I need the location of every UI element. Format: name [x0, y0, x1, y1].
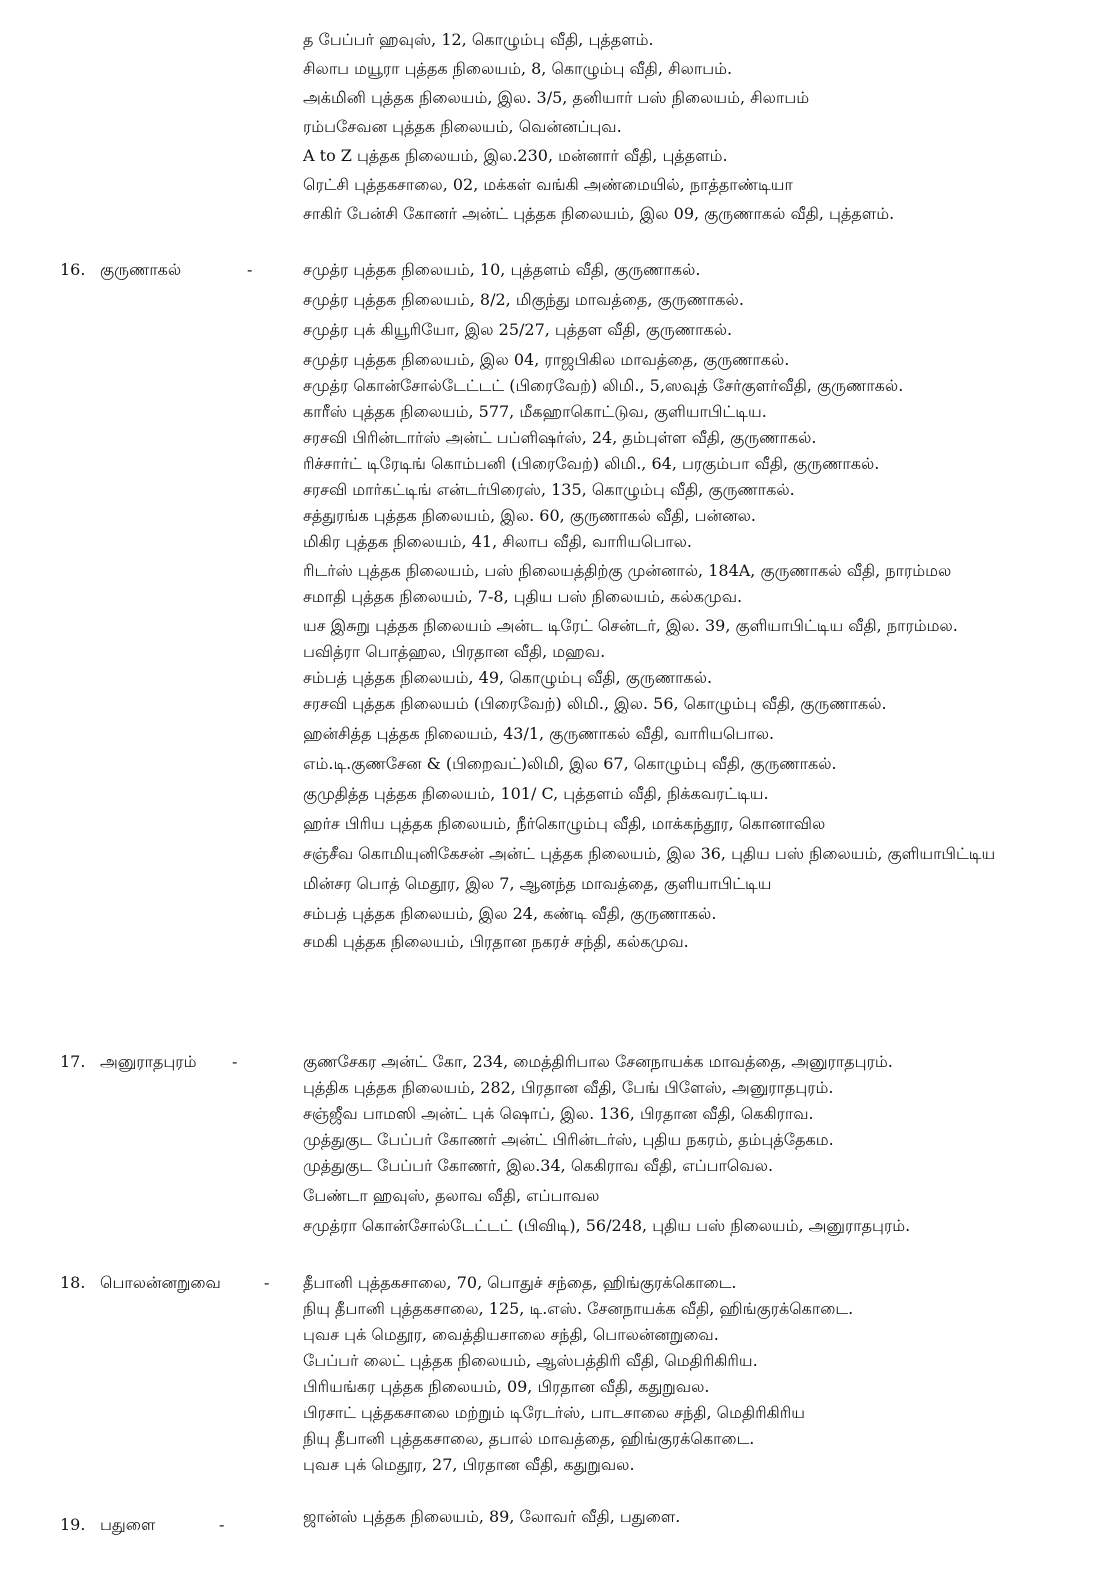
- list-item: ரம்பசேவன புத்தக நிலையம், வென்னப்புவ.: [303, 117, 622, 136]
- list-item: சஞ்ஜீவ பாமஸி அன்ட் புக் ஷொப், இல. 136, பிரதான வீதி, கெகிராவ.: [303, 1104, 814, 1123]
- list-item: சாகிர் பேன்சி கோனர் அன்ட் புத்தக நிலையம், இல 09, குருணாகல் வீதி, புத்தளம்.: [303, 204, 895, 223]
- list-item: நியு தீபானி புத்தகசாலை, தபால் மாவத்தை, ஹிங்குரக்கொடை.: [303, 1429, 755, 1448]
- list-item: ரிச்சார்ட் டிரேடிங் கொம்பனி (பிரைவேற்) லிமி., 64, பரகும்பா வீதி, குருணாகல்.: [303, 454, 880, 473]
- list-item: முத்துகுட பேப்பர் கோணர், இல.34, கெகிராவ வீதி, எப்பாவெல.: [303, 1156, 774, 1175]
- list-item: பிரசாட் புத்தகசாலை மற்றும் டிரேடர்ஸ், பாடசாலை சந்தி, மெதிரிகிரிய: [303, 1403, 805, 1422]
- district-label: [60, 257, 181, 283]
- district-number: 18.: [60, 1273, 86, 1292]
- list-item: புத்திக புத்தக நிலையம், 282, பிரதான வீதி, பேங் பிளேஸ், அனுராதபுரம்.: [303, 1078, 834, 1097]
- district-number: 16.: [60, 260, 86, 279]
- list-item: பேண்டா ஹவுஸ், தலாவ வீதி, எப்பாவல: [303, 1186, 600, 1205]
- list-item: பவித்ரா பொத்ஹல, பிரதான வீதி, மஹவ.: [303, 642, 606, 661]
- district-dash: -: [219, 1515, 225, 1534]
- district-dash: -: [232, 1052, 238, 1071]
- district-label: [60, 1512, 155, 1538]
- entry-list: [303, 1049, 1075, 1239]
- list-item: த பேப்பர் ஹவுஸ், 12, கொழும்பு வீதி, புத்தளம்.: [303, 30, 654, 49]
- list-item: யச இசுறு புத்தக நிலையம் அன்ட டிரேட் சென்டர், இல. 39, குளியாபிட்டிய வீதி, நாரம்மல.: [303, 616, 958, 635]
- list-item: பேப்பர் லைட் புத்தக நிலையம், ஆஸ்பத்திரி வீதி, மெதிரிகிரிய.: [303, 1351, 758, 1370]
- district-label: [60, 1270, 221, 1296]
- list-item: சிலாப மயூரா புத்தக நிலையம், 8, கொழும்பு வீதி, சிலாபம்.: [303, 59, 733, 78]
- district-number: 19.: [60, 1515, 86, 1534]
- list-item: சமாதி புத்தக நிலையம், 7-8, புதிய பஸ் நிலையம், கல்கமுவ.: [303, 587, 743, 606]
- list-item: ஹன்சித்த புத்தக நிலையம், 43/1, குருணாகல் வீதி, வாரியபொல.: [303, 724, 775, 743]
- list-item: A to Z புத்தக நிலையம், இல.230, மன்னார் வீதி, புத்தளம்.: [303, 146, 728, 165]
- list-item: குணசேகர அன்ட் கோ, 234, மைத்திரிபால சேனநாயக்க மாவத்தை, அனுராதபுரம்.: [303, 1052, 893, 1071]
- list-item: சரசவி புத்தக நிலையம் (பிரைவேற்) லிமி., இல. 56, கொழும்பு வீதி, குருணாகல்.: [303, 694, 887, 713]
- list-item: சரசவி பிரின்டார்ஸ் அன்ட் பப்ளிஷர்ஸ், 24, தம்புள்ள வீதி, குருணாகல்.: [303, 428, 817, 447]
- entry-list: [303, 257, 1075, 955]
- list-item: முத்துகுட பேப்பர் கோணர் அன்ட் பிரின்டர்ஸ், புதிய நகரம், தம்புத்தேகம.: [303, 1130, 834, 1149]
- list-item: சமுத்ர புத்தக நிலையம், இல 04, ராஜபிகில மாவத்தை, குருணாகல்.: [303, 350, 790, 369]
- district-name: பதுளை: [100, 1515, 156, 1534]
- list-item: சமுத்ர புத்தக நிலையம், 10, புத்தளம் வீதி, குருணாகல்.: [303, 260, 701, 279]
- entry-list: [303, 1504, 1075, 1530]
- list-item: மிகிர புத்தக நிலையம், 41, சிலாப வீதி, வாரியபொல.: [303, 532, 692, 551]
- list-item: நியு தீபானி புத்தகசாலை, 125, டி.எஸ். சேனநாயக்க வீதி, ஹிங்குரக்கொடை.: [303, 1299, 854, 1318]
- district-label: [60, 1049, 196, 1075]
- district-name: பொலன்னறுவை: [100, 1273, 221, 1292]
- list-item: சத்துரங்க புத்தக நிலையம், இல. 60, குருணாகல் வீதி, பன்னல.: [303, 506, 756, 525]
- list-item: ஜான்ஸ் புத்தக நிலையம், 89, லோவர் வீதி, பதுளை.: [303, 1507, 681, 1526]
- district-name: குருணாகல்: [100, 260, 182, 279]
- district-dash: -: [247, 260, 253, 279]
- list-item: சரசவி மார்கட்டிங் என்டர்பிரைஸ், 135, கொழும்பு வீதி, குருணாகல்.: [303, 480, 795, 499]
- list-item: சமுத்ர கொன்சோல்டேட்டட் (பிரைவேற்) லிமி., 5,ஸவுத் சேர்குளர்வீதி, குருணாகல்.: [303, 376, 904, 395]
- entry-list: [303, 27, 1075, 227]
- list-item: ரிடர்ஸ் புத்தக நிலையம், பஸ் நிலையத்திற்கு முன்னால், 184A, குருணாகல் வீதி, நாரம்மல: [303, 561, 952, 580]
- list-item: ரெட்சி புத்தகசாலை, 02, மக்கள் வங்கி அண்மையில், நாத்தாண்டியா: [303, 175, 793, 194]
- list-item: பிரியங்கர புத்தக நிலையம், 09, பிரதான வீதி, கதுறுவல.: [303, 1377, 710, 1396]
- list-item: சமுத்ர புத்தக நிலையம், 8/2, மிகுந்து மாவத்தை, குருணாகல்.: [303, 290, 744, 309]
- list-item: காரீஸ் புத்தக நிலையம், 577, மீகஹாகொட்டுவ, குளியாபிட்டிய.: [303, 402, 767, 421]
- list-item: புவச புக் மெதூர, வைத்தியசாலை சந்தி, பொலன்னறுவை.: [303, 1325, 719, 1344]
- list-item: எம்.டி.குணசேன & (பிறைவட்)லிமி, இல 67, கொழும்பு வீதி, குருணாகல்.: [303, 754, 837, 773]
- list-item: சஞ்சீவ கொமியுனிகேசன் அன்ட் புத்தக நிலையம், இல 36, புதிய பஸ் நிலையம், குளியாபிட்டிய: [303, 844, 996, 863]
- list-item: சமுத்ரா கொன்சோல்டேட்டட் (பிவிடி), 56/248, புதிய பஸ் நிலையம், அனுராதபுரம்.: [303, 1216, 911, 1235]
- district-name: அனுராதபுரம்: [100, 1052, 197, 1071]
- list-item: ஹர்ச பிரிய புத்தக நிலையம், நீர்கொழும்பு வீதி, மாக்கந்தூர, கொனாவில: [303, 814, 826, 833]
- list-item: சம்பத் புத்தக நிலையம், இல 24, கண்டி வீதி, குருணாகல்.: [303, 904, 717, 923]
- list-item: சமுத்ர புக் கியூரியோ, இல 25/27, புத்தள வீதி, குருணாகல்.: [303, 320, 733, 339]
- list-item: தீபானி புத்தகசாலை, 70, பொதுச் சந்தை, ஹிங்குரக்கொடை.: [303, 1273, 737, 1292]
- list-item: குமுதித்த புத்தக நிலையம், 101/ C, புத்தளம் வீதி, நிக்கவரட்டிய.: [303, 784, 769, 803]
- district-dash: -: [264, 1273, 270, 1292]
- entry-list: [303, 1270, 1075, 1478]
- list-item: சம்பத் புத்தக நிலையம், 49, கொழும்பு வீதி, குருணாகல்.: [303, 668, 713, 687]
- list-item: மின்சர பொத் மெதூர, இல 7, ஆனந்த மாவத்தை, குளியாபிட்டிய: [303, 874, 772, 893]
- list-item: புவச புக் மெதூர, 27, பிரதான வீதி, கதுறுவல.: [303, 1455, 635, 1474]
- district-number: 17.: [60, 1052, 86, 1071]
- list-item: அக்மினி புத்தக நிலையம், இல. 3/5, தனியார் பஸ் நிலையம், சிலாபம்: [303, 88, 810, 107]
- list-item: சமகி புத்தக நிலையம், பிரதான நகரச் சந்தி, கல்கமுவ.: [303, 932, 689, 951]
